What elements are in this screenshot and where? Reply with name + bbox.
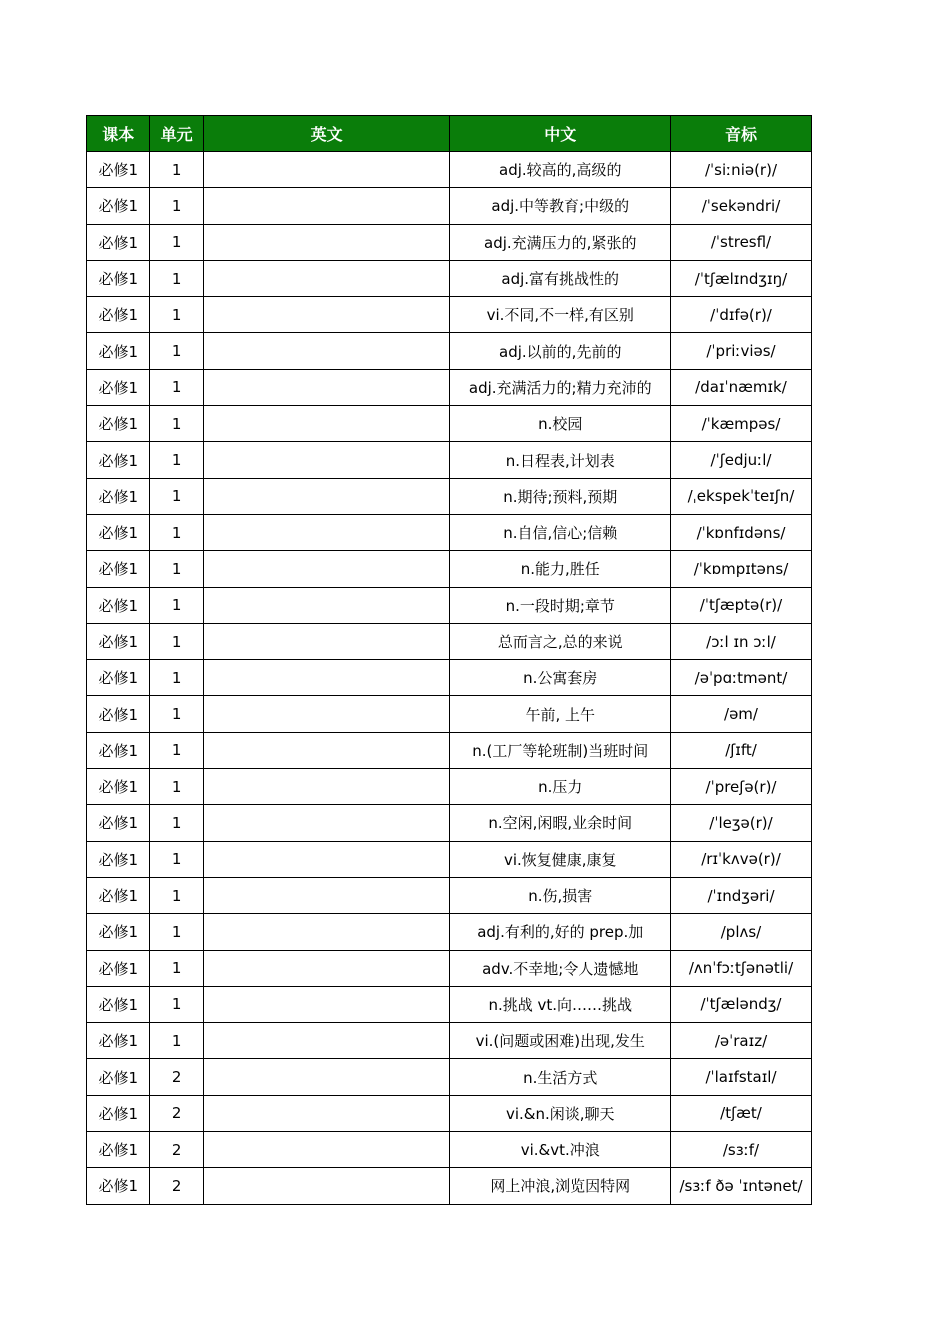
- header-course: 课本: [87, 116, 150, 152]
- cell-english: [203, 769, 450, 805]
- table-row: [87, 914, 812, 950]
- table-row: [87, 660, 812, 696]
- cell-chinese: n.日程表,计划表: [450, 442, 671, 478]
- table-row: [87, 623, 812, 659]
- cell-unit: 1: [150, 297, 203, 333]
- cell-course: 必修1: [87, 805, 150, 841]
- cell-phonetic: /ˈkæmpəs/: [671, 406, 812, 442]
- cell-course: 必修1: [87, 732, 150, 768]
- cell-unit: 1: [150, 369, 203, 405]
- table-row: [87, 1132, 812, 1168]
- cell-phonetic: /ˌekspekˈteɪʃn/: [671, 478, 812, 514]
- cell-course: 必修1: [87, 769, 150, 805]
- table-row: [87, 1168, 812, 1204]
- header-english: 英文: [203, 116, 450, 152]
- cell-english: [203, 623, 450, 659]
- cell-phonetic: /rɪˈkʌvə(r)/: [671, 841, 812, 877]
- cell-course: 必修1: [87, 1023, 150, 1059]
- table-row: [87, 732, 812, 768]
- cell-phonetic: /ˈsiːniə(r)/: [671, 152, 812, 188]
- cell-chinese: vi.不同,不一样,有区别: [450, 297, 671, 333]
- cell-english: [203, 551, 450, 587]
- table-row: [87, 950, 812, 986]
- cell-unit: 1: [150, 877, 203, 913]
- cell-english: [203, 188, 450, 224]
- cell-chinese: vi.(问题或困难)出现,发生: [450, 1023, 671, 1059]
- table-row: [87, 514, 812, 550]
- header-row: [87, 116, 812, 152]
- cell-phonetic: /ˈkɒnfɪdəns/: [671, 514, 812, 550]
- cell-course: 必修1: [87, 1132, 150, 1168]
- cell-unit: 1: [150, 623, 203, 659]
- cell-chinese: adj.较高的,高级的: [450, 152, 671, 188]
- cell-course: 必修1: [87, 369, 150, 405]
- cell-english: [203, 914, 450, 950]
- table-row: [87, 696, 812, 732]
- cell-english: [203, 1168, 450, 1204]
- cell-unit: 1: [150, 769, 203, 805]
- cell-english: [203, 406, 450, 442]
- cell-phonetic: /ˈtʃæləndʒ/: [671, 986, 812, 1022]
- cell-english: [203, 950, 450, 986]
- cell-english: [203, 1095, 450, 1131]
- cell-course: 必修1: [87, 1168, 150, 1204]
- cell-course: 必修1: [87, 260, 150, 296]
- cell-phonetic: /ʃɪft/: [671, 732, 812, 768]
- cell-phonetic: /sɜːf ðə ˈɪntənet/: [671, 1168, 812, 1204]
- cell-unit: 1: [150, 260, 203, 296]
- cell-chinese: vi.&n.闲谈,聊天: [450, 1095, 671, 1131]
- table-header: [87, 116, 812, 152]
- cell-english: [203, 986, 450, 1022]
- table-row: [87, 224, 812, 260]
- cell-unit: 1: [150, 551, 203, 587]
- cell-english: [203, 224, 450, 260]
- vocabulary-table: [86, 115, 812, 1205]
- cell-chinese: n.公寓套房: [450, 660, 671, 696]
- header-unit: 单元: [150, 116, 203, 152]
- cell-course: 必修1: [87, 1059, 150, 1095]
- cell-course: 必修1: [87, 914, 150, 950]
- cell-chinese: n.自信,信心;信赖: [450, 514, 671, 550]
- cell-course: 必修1: [87, 297, 150, 333]
- cell-unit: 1: [150, 1023, 203, 1059]
- table-row: [87, 297, 812, 333]
- cell-chinese: n.空闲,闲暇,业余时间: [450, 805, 671, 841]
- cell-chinese: n.伤,损害: [450, 877, 671, 913]
- cell-unit: 1: [150, 986, 203, 1022]
- cell-unit: 1: [150, 406, 203, 442]
- cell-chinese: n.期待;预料,预期: [450, 478, 671, 514]
- cell-phonetic: /ˈɪndʒəri/: [671, 877, 812, 913]
- cell-english: [203, 514, 450, 550]
- table-row: [87, 769, 812, 805]
- cell-english: [203, 1132, 450, 1168]
- cell-unit: 1: [150, 732, 203, 768]
- cell-course: 必修1: [87, 1095, 150, 1131]
- cell-unit: 1: [150, 696, 203, 732]
- cell-english: [203, 442, 450, 478]
- cell-phonetic: /əˈpɑːtmənt/: [671, 660, 812, 696]
- cell-phonetic: /ˈpreʃə(r)/: [671, 769, 812, 805]
- cell-unit: 2: [150, 1095, 203, 1131]
- cell-chinese: n.一段时期;章节: [450, 587, 671, 623]
- cell-chinese: adj.充满压力的,紧张的: [450, 224, 671, 260]
- cell-unit: 1: [150, 950, 203, 986]
- cell-course: 必修1: [87, 333, 150, 369]
- cell-english: [203, 297, 450, 333]
- cell-course: 必修1: [87, 478, 150, 514]
- cell-phonetic: /ˈkɒmpɪtəns/: [671, 551, 812, 587]
- cell-phonetic: /tʃæt/: [671, 1095, 812, 1131]
- cell-course: 必修1: [87, 551, 150, 587]
- cell-unit: 2: [150, 1059, 203, 1095]
- cell-chinese: adj.富有挑战性的: [450, 260, 671, 296]
- cell-chinese: adj.充满活力的;精力充沛的: [450, 369, 671, 405]
- table-row: [87, 1023, 812, 1059]
- cell-english: [203, 478, 450, 514]
- cell-chinese: adj.中等教育;中级的: [450, 188, 671, 224]
- cell-course: 必修1: [87, 986, 150, 1022]
- cell-phonetic: /əˈraɪz/: [671, 1023, 812, 1059]
- table-row: [87, 1095, 812, 1131]
- cell-unit: 1: [150, 224, 203, 260]
- table-body: [87, 152, 812, 1205]
- cell-chinese: 午前, 上午: [450, 696, 671, 732]
- cell-chinese: n.挑战 vt.向……挑战: [450, 986, 671, 1022]
- cell-unit: 1: [150, 514, 203, 550]
- cell-chinese: vi.&vt.冲浪: [450, 1132, 671, 1168]
- table-row: [87, 442, 812, 478]
- cell-course: 必修1: [87, 877, 150, 913]
- cell-unit: 2: [150, 1168, 203, 1204]
- table-row: [87, 877, 812, 913]
- cell-phonetic: /ˈpriːviəs/: [671, 333, 812, 369]
- table-row: [87, 587, 812, 623]
- cell-chinese: n.能力,胜任: [450, 551, 671, 587]
- cell-phonetic: /ˈdɪfə(r)/: [671, 297, 812, 333]
- cell-unit: 1: [150, 914, 203, 950]
- cell-course: 必修1: [87, 587, 150, 623]
- cell-english: [203, 152, 450, 188]
- cell-course: 必修1: [87, 514, 150, 550]
- cell-english: [203, 841, 450, 877]
- cell-course: 必修1: [87, 224, 150, 260]
- header-phonetic: 音标: [671, 116, 812, 152]
- cell-unit: 1: [150, 333, 203, 369]
- table-row: [87, 260, 812, 296]
- table-row: [87, 152, 812, 188]
- cell-course: 必修1: [87, 623, 150, 659]
- table-row: [87, 1059, 812, 1095]
- cell-chinese: 网上冲浪,浏览因特网: [450, 1168, 671, 1204]
- cell-english: [203, 587, 450, 623]
- cell-chinese: vi.恢复健康,康复: [450, 841, 671, 877]
- cell-phonetic: /ˈleʒə(r)/: [671, 805, 812, 841]
- table-row: [87, 188, 812, 224]
- cell-unit: 2: [150, 1132, 203, 1168]
- cell-phonetic: /plʌs/: [671, 914, 812, 950]
- cell-chinese: 总而言之,总的来说: [450, 623, 671, 659]
- cell-course: 必修1: [87, 406, 150, 442]
- table-row: [87, 986, 812, 1022]
- cell-phonetic: /ɔːl ɪn ɔːl/: [671, 623, 812, 659]
- cell-chinese: n.(工厂等轮班制)当班时间: [450, 732, 671, 768]
- cell-unit: 1: [150, 152, 203, 188]
- table-row: [87, 369, 812, 405]
- cell-phonetic: /daɪˈnæmɪk/: [671, 369, 812, 405]
- cell-english: [203, 369, 450, 405]
- table-row: [87, 333, 812, 369]
- cell-course: 必修1: [87, 188, 150, 224]
- header-chinese: 中文: [450, 116, 671, 152]
- cell-unit: 1: [150, 805, 203, 841]
- cell-course: 必修1: [87, 660, 150, 696]
- cell-phonetic: /əm/: [671, 696, 812, 732]
- table-row: [87, 805, 812, 841]
- cell-english: [203, 696, 450, 732]
- cell-course: 必修1: [87, 152, 150, 188]
- cell-unit: 1: [150, 478, 203, 514]
- table-row: [87, 478, 812, 514]
- cell-chinese: adj.以前的,先前的: [450, 333, 671, 369]
- cell-english: [203, 1059, 450, 1095]
- cell-chinese: n.生活方式: [450, 1059, 671, 1095]
- cell-unit: 1: [150, 188, 203, 224]
- cell-english: [203, 660, 450, 696]
- cell-course: 必修1: [87, 841, 150, 877]
- cell-english: [203, 1023, 450, 1059]
- cell-chinese: adv.不幸地;令人遗憾地: [450, 950, 671, 986]
- cell-english: [203, 732, 450, 768]
- cell-phonetic: /sɜːf/: [671, 1132, 812, 1168]
- cell-phonetic: /ˈstresfl/: [671, 224, 812, 260]
- cell-phonetic: /ˈtʃælɪndʒɪŋ/: [671, 260, 812, 296]
- cell-unit: 1: [150, 442, 203, 478]
- cell-phonetic: /ˈtʃæptə(r)/: [671, 587, 812, 623]
- cell-phonetic: /ˈlaɪfstaɪl/: [671, 1059, 812, 1095]
- cell-phonetic: /ˈsekəndri/: [671, 188, 812, 224]
- cell-phonetic: /ˈʃedjuːl/: [671, 442, 812, 478]
- cell-unit: 1: [150, 841, 203, 877]
- cell-english: [203, 260, 450, 296]
- table-row: [87, 406, 812, 442]
- cell-english: [203, 805, 450, 841]
- cell-chinese: n.校园: [450, 406, 671, 442]
- cell-unit: 1: [150, 587, 203, 623]
- cell-course: 必修1: [87, 950, 150, 986]
- cell-chinese: adj.有利的,好的 prep.加: [450, 914, 671, 950]
- cell-chinese: n.压力: [450, 769, 671, 805]
- cell-english: [203, 877, 450, 913]
- cell-phonetic: /ʌnˈfɔːtʃənətli/: [671, 950, 812, 986]
- cell-unit: 1: [150, 660, 203, 696]
- table-row: [87, 551, 812, 587]
- cell-course: 必修1: [87, 442, 150, 478]
- cell-english: [203, 333, 450, 369]
- table-row: [87, 841, 812, 877]
- cell-course: 必修1: [87, 696, 150, 732]
